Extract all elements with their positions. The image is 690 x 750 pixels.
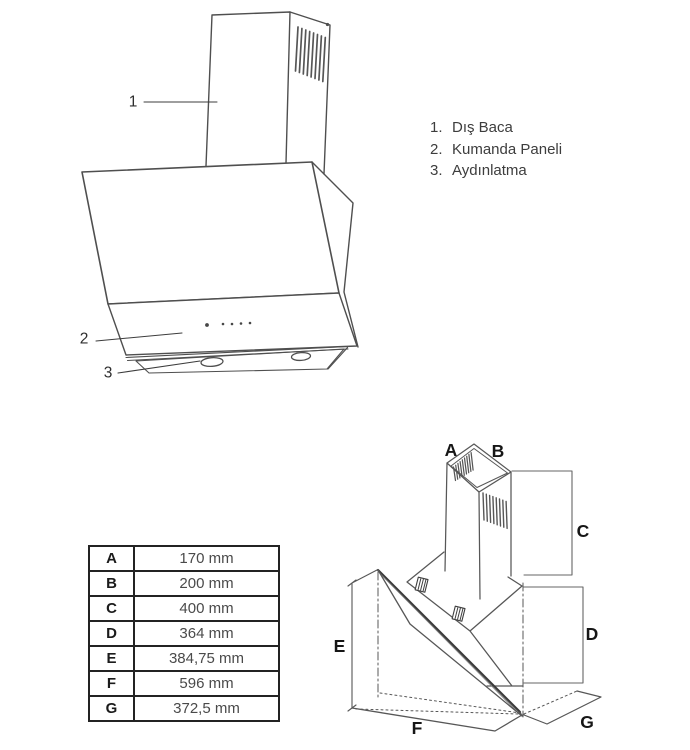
lamp-right (291, 352, 310, 361)
dim-label-B: B (491, 441, 505, 461)
dim-label-D: D (585, 624, 599, 644)
dim-value-cell: 200 mm (134, 571, 279, 596)
chimney-outline (445, 444, 511, 576)
dimension-box-C (512, 471, 572, 575)
legend-item-kumanda-paneli (430, 139, 562, 161)
chimney-corner-dot (326, 23, 329, 26)
mounting-bracket-upper (415, 577, 428, 592)
chimney-front-edge (479, 492, 480, 599)
legend-label: Aydınlatma (452, 162, 527, 179)
dim-value-cell: 364 mm (134, 621, 279, 646)
legend-number: 2. (430, 140, 443, 158)
legend-item-aydinlatma (430, 160, 562, 182)
hidden-dotted-lines (356, 691, 577, 714)
dim-label-F: F (411, 718, 423, 738)
dim-value-cell: 170 mm (134, 546, 279, 571)
dim-value-cell: 372,5 mm (134, 696, 279, 721)
underside-fold-edge (328, 348, 348, 370)
legend-number: 1. (430, 119, 443, 136)
table-row (89, 596, 279, 621)
legend-number: 3. (430, 162, 443, 179)
chimney-vent-grille (296, 27, 326, 82)
callout-2-label: 2 (79, 330, 89, 348)
hood-dimension-figure (330, 425, 690, 750)
table-row (89, 646, 279, 671)
legend-item-dis-baca (430, 117, 562, 139)
table-row (89, 571, 279, 596)
glass-panel (82, 162, 339, 304)
dim-value-cell: 596 mm (134, 671, 279, 696)
legend-label: Kumanda Paneli (452, 140, 563, 158)
table-row (89, 546, 279, 571)
chimney-front-face (206, 12, 290, 166)
dim-value-cell: 400 mm (134, 596, 279, 621)
dim-key-cell: B (89, 571, 134, 596)
chimney-side-vents (483, 493, 507, 528)
dimension-line-E (348, 570, 377, 711)
glass-upper-edge (378, 570, 520, 712)
dim-key-cell: C (89, 596, 134, 621)
dimensions-table (88, 545, 280, 722)
dim-label-A: A (444, 440, 458, 460)
dim-label-E: E (333, 636, 346, 656)
legend-label: Dış Baca (452, 119, 513, 136)
lamp-left (201, 357, 224, 367)
dim-key-cell: E (89, 646, 134, 671)
parts-legend (430, 117, 562, 182)
dim-label-G: G (580, 712, 594, 732)
glass-inner-line (381, 574, 520, 714)
callout-3-label: 3 (103, 364, 113, 382)
dim-key-cell: A (89, 546, 134, 571)
dim-key-cell: F (89, 671, 134, 696)
table-row (89, 671, 279, 696)
callout-1-label: 1 (128, 93, 138, 111)
mounting-bracket-lower (452, 606, 465, 621)
dim-label-C: C (576, 521, 590, 541)
hood-parts-figure (30, 0, 360, 400)
body-edges (407, 552, 523, 686)
dimension-box-D (523, 587, 583, 683)
table-row (89, 621, 279, 646)
table-row (89, 696, 279, 721)
dim-key-cell: G (89, 696, 134, 721)
dim-value-cell: 384,75 mm (134, 646, 279, 671)
dim-key-cell: D (89, 621, 134, 646)
